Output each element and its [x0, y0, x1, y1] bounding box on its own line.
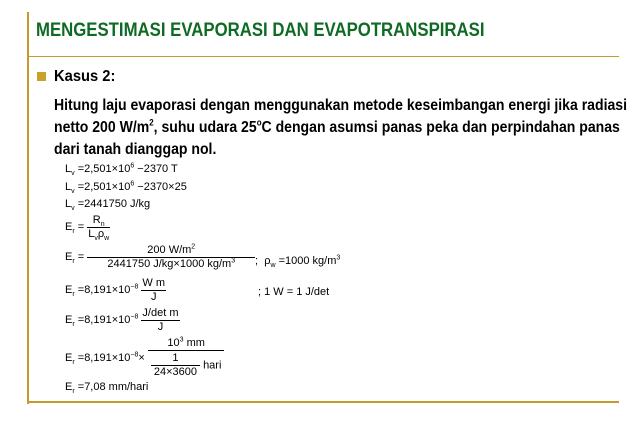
equation-er-conversion: $E_r =8,191\times 10^{-8}\times$ $10^3$ mm $\frac{1}{24\times 3600}$ hari — [65, 338, 224, 378]
equation-lv-result: $L_v =2441750$ J/kg — [65, 198, 151, 213]
slide-title: MENGESTIMASI EVAPORASI DAN EVAPOTRANSPIRASI — [36, 19, 485, 41]
case-label: Kasus 2: — [54, 68, 116, 85]
note-water-density: ; $\rho_w =1000$ $kg/m^3$ — [255, 254, 341, 270]
bottom-rule — [27, 401, 619, 403]
problem-line-3: dari tanah dianggap nol. — [54, 141, 217, 158]
problem-statement — [54, 95, 628, 161]
equation-lv-formula: $L_v =2,501\times 10^6 -2370$ T — [65, 162, 178, 178]
equation-er-units-w: $E_r =8,191\times 10^{-8}$ $\frac{\text{W m}}{J}$ — [65, 277, 166, 303]
equation-er-substitution: $E_r$ = $\frac{200 W/m^2}{2441750 J/kg\times 1000 kg/m^3}$ — [65, 245, 255, 270]
equation-er-final-result: $E_r =7,08$ mm/hari — [65, 381, 149, 396]
equation-er-units-j: $E_r =8,191\times 10^{-8}$ $\frac{\text{J/det m}}{J}$ — [65, 307, 179, 333]
note-watt-conversion: ; 1 W = 1 J/det — [258, 286, 330, 298]
problem-line-1: Hitung laju evaporasi dengan menggunakan metode keseimbangan energi jika radiasi — [54, 97, 628, 114]
equation-er-definition: $E_r$ = $\frac{R_n}{L_v\rho_w}$ — [65, 214, 110, 243]
problem-line-2: netto 200 $W/m^2$, suhu udara 25$^o$C dengan asumsi panas peka dan perpindahan panas — [54, 117, 620, 136]
title-underline — [27, 56, 619, 57]
bullet-square-icon — [37, 72, 46, 81]
equation-lv-substituted: $L_v =2,501\times 10^6 -2370\times 25$ — [65, 180, 187, 196]
left-accent-line — [27, 12, 29, 404]
